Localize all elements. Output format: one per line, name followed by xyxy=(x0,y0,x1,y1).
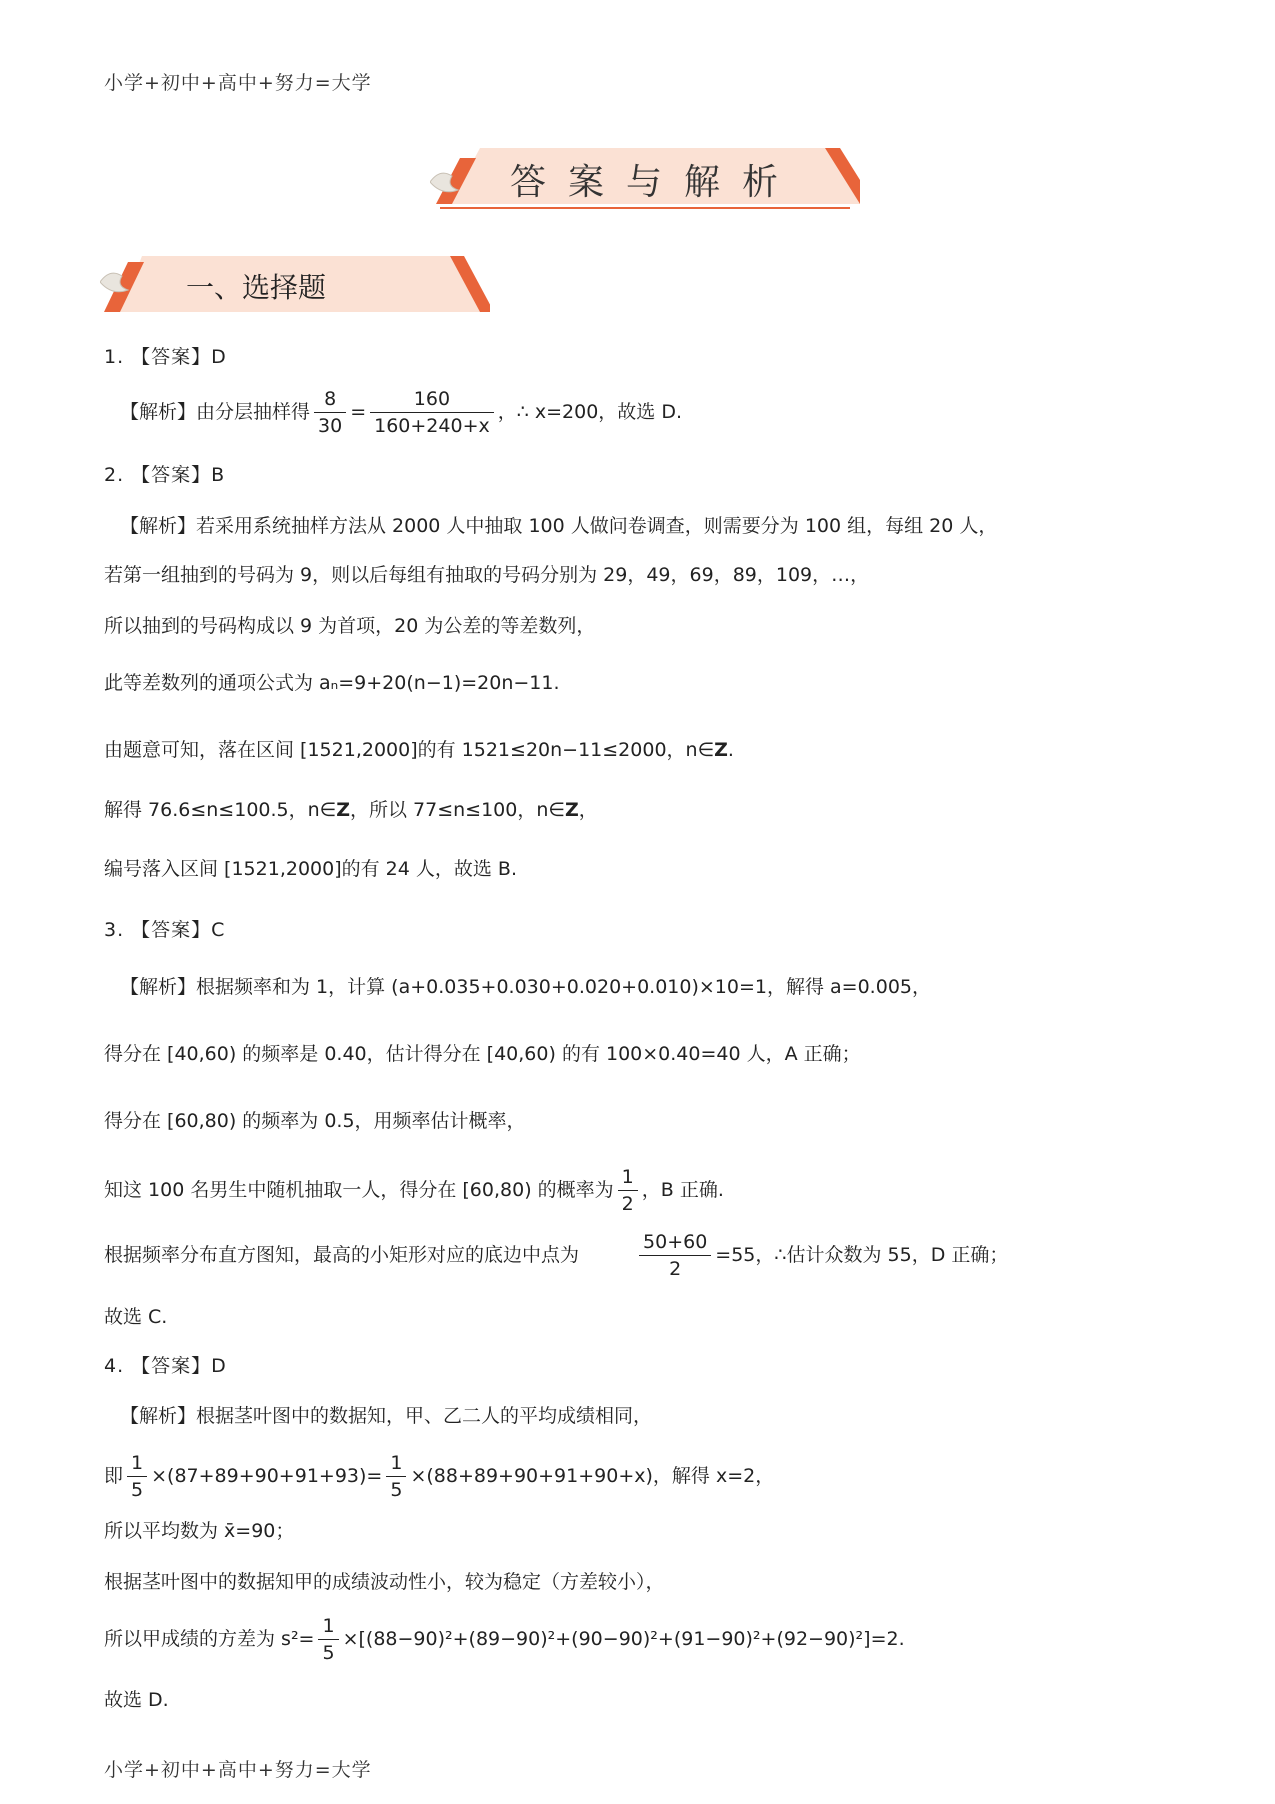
q2-line-1: 【解析】若采用系统抽样方法从 2000 人中抽取 100 人做问卷调查，则需要分为 100 组，每组 20 人， xyxy=(120,515,998,537)
q1-post: ，∴ x=200，故选 D. xyxy=(497,401,683,423)
q2-l5-text: 由题意可知，落在区间 xyxy=(104,739,301,761)
q2-l5-integer-set: Z xyxy=(714,739,728,761)
q4-fraction-2 xyxy=(386,1450,406,1503)
q4-variance-fraction xyxy=(318,1613,338,1666)
q2-interval: [1521,2000] xyxy=(300,739,418,761)
q4-line-6: 故选 D. xyxy=(104,1689,169,1711)
q4-answer: 4. 【答案】D xyxy=(104,1355,227,1377)
q2-line-5 xyxy=(104,738,734,762)
q1-answer: 1. 【答案】D xyxy=(104,346,227,368)
q3-l4-numerator: 1 xyxy=(618,1164,638,1191)
q3-line-2: 得分在 [40,60) 的频率是 0.40，估计得分在 [40,60) 的有 100×0.40=40 人，A 正确； xyxy=(104,1043,861,1065)
q3-line-3: 得分在 [60,80) 的频率为 0.5，用频率估计概率， xyxy=(104,1110,526,1132)
q2-line-2: 若第一组抽到的号码为 9，则以后每组有抽取的号码分别为 29，49，69，89，109，…， xyxy=(104,564,870,586)
q3-l4-denominator: 2 xyxy=(621,1193,634,1215)
q3-line-4 xyxy=(104,1164,724,1217)
q4-l5-numerator: 1 xyxy=(318,1613,338,1640)
q2-line-4: 此等差数列的通项公式为 aₙ=9+20(n−1)=20n−11. xyxy=(104,672,560,694)
q3-l5-numerator: 50+60 xyxy=(639,1229,711,1256)
q1-f2-denominator: 160+240+x xyxy=(374,415,490,437)
q2-line-6 xyxy=(104,798,598,822)
q1-f2-numerator: 160 xyxy=(370,386,494,413)
q1-equals: = xyxy=(350,401,367,423)
section-title: 一、选择题 xyxy=(186,271,327,304)
q1-fraction-2 xyxy=(370,386,494,439)
q4-line-4: 根据茎叶图中的数据知甲的成绩波动性小，较为稳定（方差较小）， xyxy=(104,1571,665,1593)
q3-l4-end: ，B 正确. xyxy=(641,1179,724,1201)
q4-line-1: 【解析】根据茎叶图中的数据知，甲、乙二人的平均成绩相同， xyxy=(120,1405,653,1427)
q4-l5-variance: ×[(88−90)²+(89−90)²+(90−90)²+(91−90)²+(92−90)²]=2. xyxy=(342,1628,905,1650)
q4-line-2 xyxy=(104,1450,774,1503)
q2-l6-text-a: 解得 76.6≤n≤100.5，n∈ xyxy=(104,799,337,821)
q2-l7-conclusion: 的有 24 人，故选 B. xyxy=(341,858,517,880)
page-footer: 小学+初中+高中+努力=大学 xyxy=(104,1759,372,1781)
q3-l4-text: 知这 100 名男生中随机抽取一人，得分在 [60,80) 的概率为 xyxy=(104,1179,614,1201)
q4-line-5 xyxy=(104,1613,905,1666)
q2-l5-inequality: 的有 1521≤20n−11≤2000，n∈ xyxy=(417,739,715,761)
q3-answer: 3. 【答案】C xyxy=(104,919,226,941)
q2-l5-end: . xyxy=(727,739,734,761)
q3-line-1: 【解析】根据频率和为 1，计算 (a+0.035+0.030+0.020+0.010)×10=1，解得 a=0.005， xyxy=(120,976,931,998)
q2-l6-integer-set-1: Z xyxy=(336,799,350,821)
q3-probability-fraction xyxy=(618,1164,638,1217)
q1-fraction-1 xyxy=(314,386,346,439)
q1-explanation xyxy=(120,386,682,439)
q2-l6-text-b: ，所以 77≤n≤100，n∈ xyxy=(350,799,565,821)
q1-f1-denominator: 30 xyxy=(318,415,343,437)
q2-line-3: 所以抽到的号码构成以 9 为首项，20 为公差的等差数列， xyxy=(104,615,596,637)
q4-f1-numerator: 1 xyxy=(127,1450,147,1477)
q3-midpoint-fraction xyxy=(639,1229,711,1282)
q3-l5-denominator: 2 xyxy=(669,1258,682,1280)
q2-answer: 2. 【答案】B xyxy=(104,464,226,486)
q4-f2-denominator: 5 xyxy=(390,1479,403,1501)
q4-line-3: 所以平均数为 x̄=90； xyxy=(104,1520,295,1542)
q3-l5-text: 根据频率分布直方图知，最高的小矩形对应的底边中点为 xyxy=(104,1244,580,1266)
q2-line-7 xyxy=(104,857,517,881)
banner-title: 答案与解析 xyxy=(510,162,801,203)
q4-l2-prefix: 即 xyxy=(104,1465,124,1487)
q4-f1-denominator: 5 xyxy=(131,1479,144,1501)
q4-l5-denominator: 5 xyxy=(322,1642,335,1664)
q4-f2-numerator: 1 xyxy=(386,1450,406,1477)
q3-line-5 xyxy=(104,1229,1008,1282)
q2-l7-text: 编号落入区间 xyxy=(104,858,225,880)
q4-l2-mean-jia: ×(87+89+90+91+93)= xyxy=(151,1465,383,1487)
q4-fraction-1 xyxy=(127,1450,147,1503)
q4-l5-text: 所以甲成绩的方差为 s²= xyxy=(104,1628,315,1650)
q1-pre: 【解析】由分层抽样得 xyxy=(120,401,311,423)
q3-l5-end: =55，∴估计众数为 55，D 正确； xyxy=(715,1244,1009,1266)
q2-l6-text-c: ， xyxy=(578,799,598,821)
q2-l6-integer-set-2: Z xyxy=(564,799,579,821)
q4-l2-mean-yi: ×(88+89+90+91+90+x)，解得 x=2， xyxy=(410,1465,775,1487)
page-header: 小学+初中+高中+努力=大学 xyxy=(104,72,372,94)
q3-line-6: 故选 C. xyxy=(104,1306,168,1328)
q2-l7-interval: [1521,2000] xyxy=(224,858,342,880)
q1-f1-numerator: 8 xyxy=(314,386,346,413)
